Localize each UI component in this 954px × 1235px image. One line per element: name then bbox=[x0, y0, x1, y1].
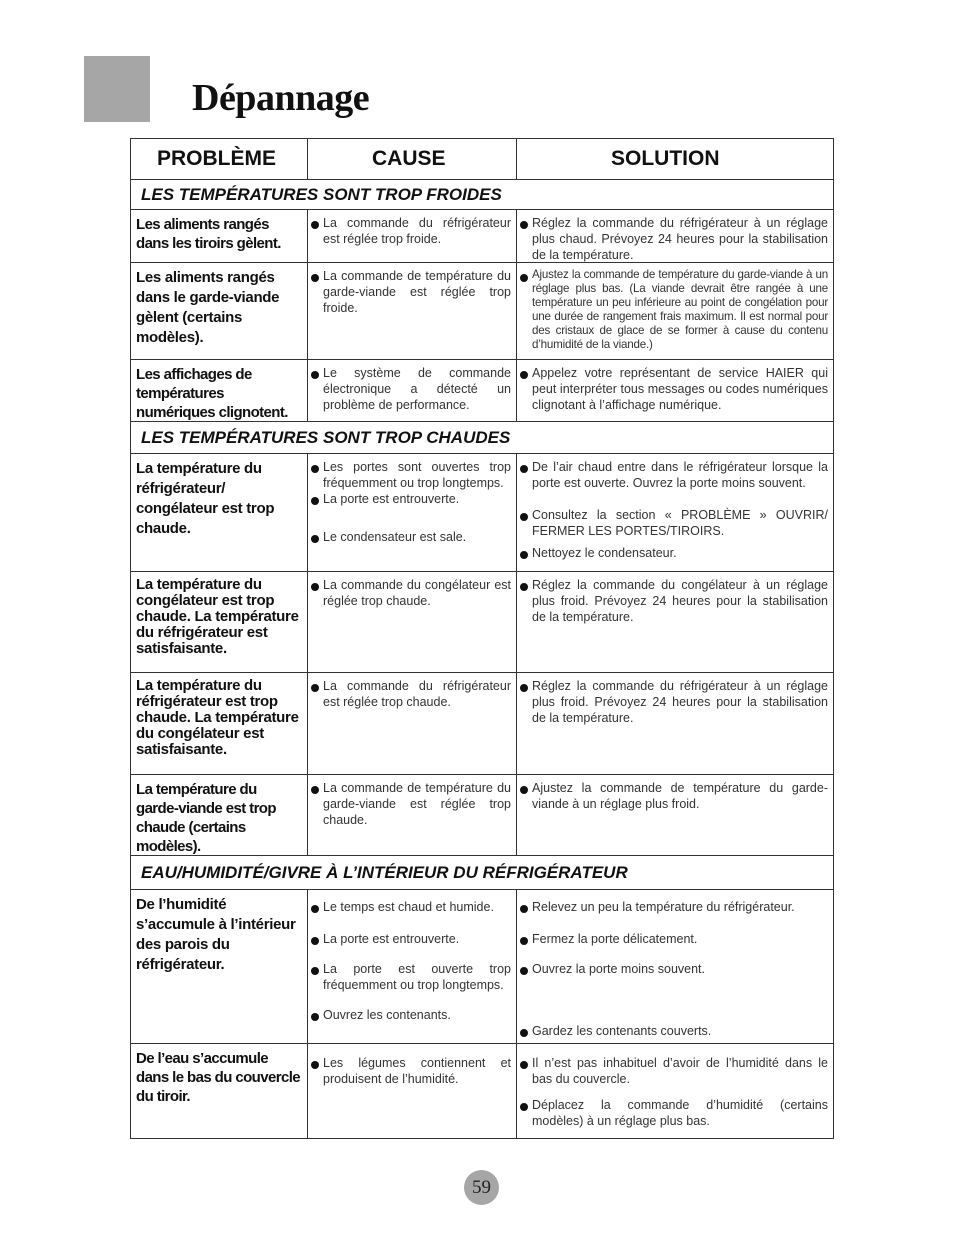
cause-cell bbox=[308, 263, 517, 359]
solution-item: Relevez un peu la température du réfrigérateur. bbox=[522, 899, 828, 915]
solution-item: Ajustez la commande de température du garde-viande à un réglage plus bas. (La viande devrait être rangée à une température un peu inférieure au point de congélation pour une durée de rangement frais maximum. Il est normal pour des cristaux de glace de se former à cause du contenu d’humidité de la viande.) bbox=[522, 268, 828, 352]
solution-item: De l’air chaud entre dans le réfrigérateur lorsque la porte est ouverte. Ouvrez la porte moins souvent. bbox=[522, 459, 828, 491]
cause-item: Ouvrez les contenants. bbox=[313, 1007, 511, 1023]
cause-item: La porte est ouverte trop fréquemment ou trop longtemps. bbox=[313, 961, 511, 993]
solution-item: Ouvrez la porte moins souvent. bbox=[522, 961, 828, 977]
cause-cell bbox=[308, 210, 517, 262]
cause-item: La commande de température du garde-viande est réglée trop chaude. bbox=[313, 780, 511, 828]
solution-cell bbox=[517, 210, 833, 262]
table-row bbox=[131, 890, 833, 1044]
cause-item: Les légumes contiennent et produisent de l’humidité. bbox=[313, 1055, 511, 1087]
page-number: 59 bbox=[464, 1170, 499, 1205]
header-solution: SOLUTION bbox=[611, 147, 720, 170]
cause-item: La commande du réfrigérateur est réglée trop froide. bbox=[313, 215, 511, 247]
cause-cell bbox=[308, 890, 517, 1043]
cause-item: Les portes sont ouvertes trop fréquemment ou trop longtemps. bbox=[313, 459, 511, 491]
table-row bbox=[131, 360, 833, 422]
solution-cell bbox=[517, 775, 833, 855]
solution-item: Nettoyez le condensateur. bbox=[522, 545, 828, 561]
section-title: LES TEMPÉRATURES SONT TROP CHAUDES bbox=[131, 422, 833, 454]
cause-cell bbox=[308, 360, 517, 421]
cause-item: La porte est entrouverte. bbox=[313, 931, 511, 947]
cause-cell bbox=[308, 572, 517, 672]
table-row bbox=[131, 673, 833, 775]
cause-item: La porte est entrouverte. bbox=[313, 491, 511, 507]
solution-item: Il n’est pas inhabituel d’avoir de l’humidité dans le bas du couvercle. bbox=[522, 1055, 828, 1087]
table-header bbox=[131, 139, 833, 180]
solution-cell bbox=[517, 360, 833, 421]
solution-item: Ajustez la commande de température du garde-viande à un réglage plus froid. bbox=[522, 780, 828, 812]
table-row bbox=[131, 263, 833, 360]
table-row bbox=[131, 572, 833, 673]
cause-cell bbox=[308, 775, 517, 855]
table-row bbox=[131, 775, 833, 856]
page-title: Dépannage bbox=[192, 77, 370, 119]
header-problem: PROBLÈME bbox=[131, 139, 308, 179]
cause-item: La commande du réfrigérateur est réglée trop chaude. bbox=[313, 678, 511, 710]
cause-item: La commande de température du garde-viande est réglée trop froide. bbox=[313, 268, 511, 316]
cause-item: Le temps est chaud et humide. bbox=[313, 899, 511, 915]
table-row bbox=[131, 1044, 833, 1138]
problem-cell: De l’eau s’accumule dans le bas du couvercle du tiroir. bbox=[131, 1044, 308, 1138]
solution-item: Réglez la commande du congélateur à un réglage plus froid. Prévoyez 24 heures pour la stabilisation de la température. bbox=[522, 577, 828, 625]
solution-item: Consultez la section « PROBLÈME » OUVRIR/ FERMER LES PORTES/TIROIRS. bbox=[522, 507, 828, 539]
solution-cell bbox=[517, 1044, 833, 1138]
problem-cell: La température du congélateur est trop chaude. La température du réfrigérateur est satisfaisante. bbox=[131, 572, 308, 672]
table-row bbox=[131, 454, 833, 572]
solution-item: Réglez la commande du réfrigérateur à un réglage plus froid. Prévoyez 24 heures pour la stabilisation de la température. bbox=[522, 678, 828, 726]
section-title: EAU/HUMIDITÉ/GIVRE À L’INTÉRIEUR DU RÉFRIGÉRATEUR bbox=[131, 856, 833, 890]
cause-cell bbox=[308, 1044, 517, 1138]
cause-cell bbox=[308, 454, 517, 571]
problem-cell: Les affichages de températures numériques clignotent. bbox=[131, 360, 308, 421]
solution-cell bbox=[517, 454, 833, 571]
solution-cell bbox=[517, 572, 833, 672]
solution-item: Déplacez la commande d’humidité (certains modèles) à un réglage plus bas. bbox=[522, 1097, 828, 1129]
solution-item: Appelez votre représentant de service HAIER qui peut interpréter tous messages ou codes numériques clignotant à l’affichage numérique. bbox=[522, 365, 828, 413]
problem-cell: La température du garde-viande est trop chaude (certains modèles). bbox=[131, 775, 308, 855]
solution-item: Fermez la porte délicatement. bbox=[522, 931, 828, 947]
problem-cell: La température du réfrigérateur est trop chaude. La température du congélateur est satisfaisante. bbox=[131, 673, 308, 774]
problem-cell: De l’humidité s’accumule à l’intérieur des parois du réfrigérateur. bbox=[131, 890, 308, 1043]
cause-item: La commande du congélateur est réglée trop chaude. bbox=[313, 577, 511, 609]
cause-item: Le système de commande électronique a détecté un problème de performance. bbox=[313, 365, 511, 413]
cause-item: Le condensateur est sale. bbox=[313, 529, 511, 545]
table-row bbox=[131, 210, 833, 263]
problem-cell: Les aliments rangés dans les tiroirs gèlent. bbox=[131, 210, 308, 262]
corner-decoration bbox=[84, 56, 150, 122]
solution-item: Gardez les contenants couverts. bbox=[522, 1023, 828, 1039]
solution-cell bbox=[517, 673, 833, 774]
problem-cell: La température du réfrigérateur/ congélateur est trop chaude. bbox=[131, 454, 308, 571]
header-cause: CAUSE bbox=[308, 139, 517, 179]
section-title: LES TEMPÉRATURES SONT TROP FROIDES bbox=[131, 180, 833, 210]
solution-item: Réglez la commande du réfrigérateur à un réglage plus chaud. Prévoyez 24 heures pour la stabilisation de la température. bbox=[522, 215, 828, 263]
troubleshooting-table bbox=[130, 138, 834, 1139]
solution-cell bbox=[517, 263, 833, 359]
solution-cell bbox=[517, 890, 833, 1043]
cause-cell bbox=[308, 673, 517, 774]
problem-cell: Les aliments rangés dans le garde-viande gèlent (certains modèles). bbox=[131, 263, 308, 359]
